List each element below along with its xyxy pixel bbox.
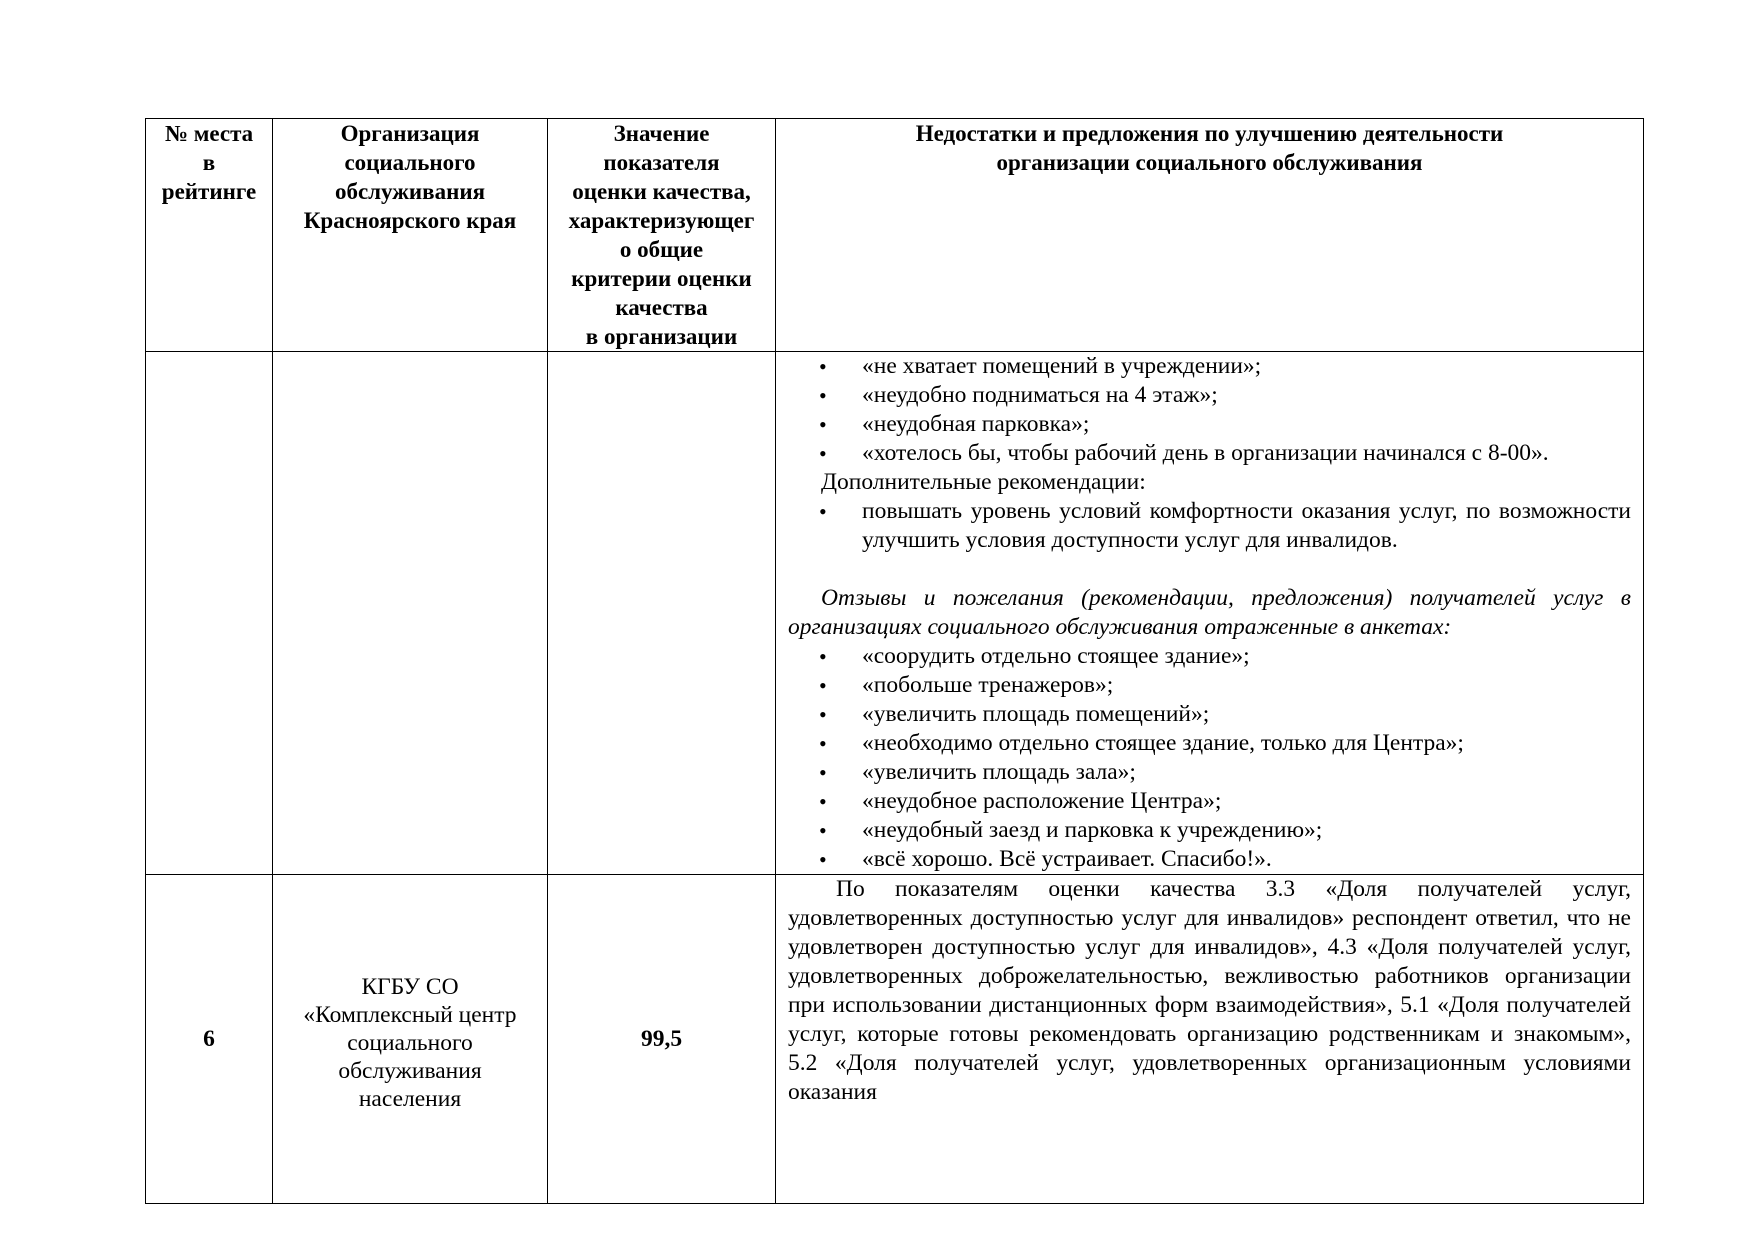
list-item: • «увеличить площадь помещений»; bbox=[776, 700, 1643, 729]
cell-organization: КГБУ СО «Комплексный центр социального обслуживания населения bbox=[273, 875, 548, 1204]
complaints-list bbox=[776, 352, 1643, 468]
header-organization: Организация социального обслуживания Красноярского края bbox=[273, 119, 548, 352]
list-item: • «неудобное расположение Центра»; bbox=[776, 787, 1643, 816]
list-item: • «неудобная парковка»; bbox=[776, 410, 1643, 439]
list-item: • «неудобно подниматься на 4 этаж»; bbox=[776, 381, 1643, 410]
list-item: • «хотелось бы, чтобы рабочий день в организации начинался с 8-00». bbox=[776, 439, 1643, 468]
cell-rank: 6 bbox=[146, 875, 273, 1204]
list-item: • «необходимо отдельно стоящее здание, только для Центра»; bbox=[776, 729, 1643, 758]
row6-paragraph: По показателям оценки качества 3.3 «Доля получателей услуг, удовлетворенных доступностью услуг для инвалидов» респондент ответил, что не удовлетворен доступностью услуг для инвалидов», 4.3 «Доля получателей услуг, удовлетворенных доброжелательностью, вежливостью работников организации при использовании дистанционных форм взаимодействия», 5.1 «Доля получателей услуг, которые готовы рекомендовать организацию родственникам и знакомым», 5.2 «Доля получателей услуг, удовлетворенных организационным условиями оказания bbox=[788, 876, 1631, 1105]
list-item: • «неудобный заезд и парковка к учреждению»; bbox=[776, 816, 1643, 845]
list-item: • «не хватает помещений в учреждении»; bbox=[776, 352, 1643, 381]
cell-score: 99,5 bbox=[548, 875, 776, 1204]
table-row-continued bbox=[146, 352, 1644, 875]
list-item: • «увеличить площадь зала»; bbox=[776, 758, 1643, 787]
header-shortcomings: Недостатки и предложения по улучшению деятельности организации социального обслуживания bbox=[776, 119, 1644, 352]
feedback-list bbox=[776, 642, 1643, 874]
extra-recommendations-label: Дополнительные рекомендации: bbox=[821, 469, 1146, 495]
cell-rank-empty bbox=[146, 352, 273, 875]
extra-recommendations-list bbox=[776, 497, 1643, 555]
feedback-intro: Отзывы и пожелания (рекомендации, предложения) получателей услуг в организациях социального обслуживания отраженные в анкетах: bbox=[788, 585, 1631, 640]
list-item: • «всё хорошо. Всё устраивает. Спасибо!». bbox=[776, 845, 1643, 874]
table-header-row bbox=[146, 119, 1644, 352]
cell-shortcomings-row6 bbox=[776, 875, 1644, 1204]
cell-shortcomings bbox=[776, 352, 1644, 875]
cell-organization-empty bbox=[273, 352, 548, 875]
header-score: Значение показателя оценки качества, характеризующег о общие критерии оценки качества в организации bbox=[548, 119, 776, 352]
list-item: • повышать уровень условий комфортности оказания услуг, по возможности улучшить условия доступности услуг для инвалидов. bbox=[776, 497, 1643, 555]
header-rank: № места в рейтинге bbox=[146, 119, 273, 352]
rating-table bbox=[145, 118, 1644, 1204]
table-row-6 bbox=[146, 875, 1644, 1204]
list-item: • «соорудить отдельно стоящее здание»; bbox=[776, 642, 1643, 671]
list-item: • «побольше тренажеров»; bbox=[776, 671, 1643, 700]
cell-score-empty bbox=[548, 352, 776, 875]
